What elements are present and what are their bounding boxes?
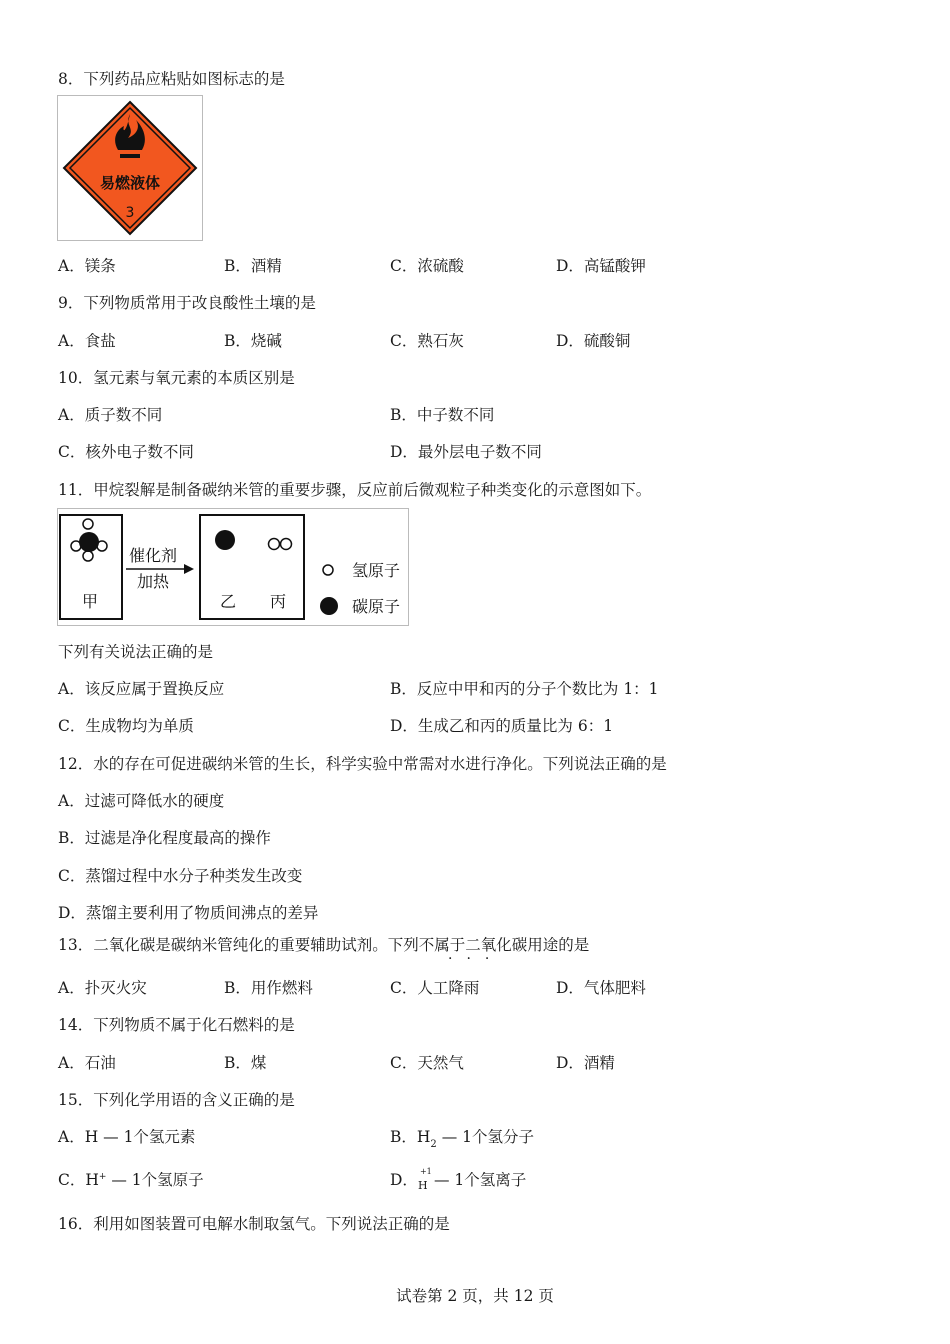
question-11-stem: 11．甲烷裂解是制备碳纳米管的重要步骤，反应前后微观粒子种类变化的示意图如下。	[58, 481, 652, 499]
sign-class: 3	[125, 205, 135, 221]
q10-option-a: A．质子数不同	[58, 406, 163, 424]
q11-option-d: D．生成乙和丙的质量比为 6：1	[390, 717, 614, 735]
q9-option-d: D．硫酸铜	[556, 332, 631, 350]
q15-b-prefix: B．H	[390, 1128, 431, 1146]
q14-option-a: A．石油	[58, 1054, 116, 1072]
question-10-stem: 10．氢元素与氧元素的本质区别是	[58, 369, 295, 387]
q15-b-subscript: 2	[430, 1139, 437, 1150]
q8-option-a: A．镁条	[58, 257, 116, 275]
methane-cracking-diagram	[57, 508, 409, 626]
carbon-atom-product	[215, 530, 235, 550]
arrow-head-icon	[184, 564, 194, 574]
arrow-heating-label: 加热	[136, 572, 170, 591]
q15-option-c	[58, 1168, 204, 1190]
sign-text: 易燃液体	[99, 174, 161, 192]
q15-option-d	[390, 1168, 526, 1190]
product-2-label: 丙	[269, 592, 287, 611]
question-13-stem: 13．二氧化碳是碳纳米管纯化的重要辅助试剂。下列不属于二氧化碳用途的是	[58, 936, 590, 954]
q8-option-c: C．浓硫酸	[390, 257, 464, 275]
hydrogen-legend-icon	[323, 565, 333, 575]
q12-option-b: B．过滤是净化程度最高的操作	[58, 829, 271, 847]
q15-b-meaning: — 1个氢分子	[436, 1128, 535, 1146]
question-9-stem: 9．下列物质常用于改良酸性土壤的是	[58, 294, 316, 312]
q15-c-superscript: +	[98, 1172, 107, 1182]
q15-a-meaning: — 1个氢元素	[98, 1128, 196, 1146]
q11-option-c: C．生成物均为单质	[58, 717, 194, 735]
question-15-stem: 15．下列化学用语的含义正确的是	[58, 1091, 295, 1109]
q14-option-d: D．酒精	[556, 1054, 615, 1072]
legend-carbon: 碳原子	[352, 597, 401, 616]
q15-c-prefix: C．H	[58, 1171, 99, 1189]
q15-d-meaning: — 1个氢离子	[433, 1171, 527, 1189]
q10-option-b: B．中子数不同	[390, 406, 495, 424]
q10-option-d: D．最外层电子数不同	[390, 443, 542, 461]
q11-option-a: A．该反应属于置换反应	[58, 680, 225, 698]
carbon-legend-icon	[320, 597, 338, 615]
q15-option-a	[58, 1125, 195, 1147]
q9-option-b: B．烧碱	[224, 332, 282, 350]
q14-option-c: C．天然气	[390, 1054, 464, 1072]
q9-option-c: C．熟石灰	[390, 332, 464, 350]
q15-d-prefix: D．	[390, 1171, 418, 1189]
q12-option-a: A．过滤可降低水的硬度	[58, 792, 225, 810]
q15-option-b	[390, 1125, 534, 1150]
page-footer: 试卷第 2 页，共 12 页	[396, 1287, 554, 1305]
product-box	[200, 515, 304, 619]
question-11-prompt: 下列有关说法正确的是	[58, 643, 214, 661]
q12-option-c: C．蒸馏过程中水分子种类发生改变	[58, 867, 303, 885]
legend-hydrogen: 氢原子	[352, 561, 401, 580]
product-1-label: 乙	[219, 592, 237, 611]
q13-option-d: D．气体肥料	[556, 979, 646, 997]
hydrogen-molecule-product	[269, 539, 292, 550]
emphasis-dots: ···	[448, 951, 504, 967]
question-16-stem: 16．利用如图装置可电解水制取氢气。下列说法正确的是	[58, 1215, 450, 1233]
question-12-stem: 12．水的存在可促进碳纳米管的生长，科学实验中常需对水进行净化。下列说法正确的是	[58, 755, 667, 773]
q8-option-d: D．高锰酸钾	[556, 257, 646, 275]
reactant-label: 甲	[81, 592, 99, 611]
flammable-liquid-sign	[57, 95, 203, 241]
arrow-catalyst-label: 催化剂	[128, 546, 178, 565]
q12-option-d: D．蒸馏主要利用了物质间沸点的差异	[58, 904, 319, 922]
question-14-stem: 14．下列物质不属于化石燃料的是	[58, 1016, 295, 1034]
q15-d-valence: +1	[419, 1167, 432, 1176]
q13-option-b: B．用作燃料	[224, 979, 313, 997]
flammable-sign-graphic	[58, 96, 202, 240]
q13-option-c: C．人工降雨	[390, 979, 480, 997]
methane-molecule	[71, 519, 107, 561]
q8-option-b: B．酒精	[224, 257, 282, 275]
q15-c-meaning: — 1个氢原子	[106, 1171, 204, 1189]
q15-d-base: H	[417, 1179, 428, 1192]
q14-option-b: B．煤	[224, 1054, 267, 1072]
q10-option-c: C．核外电子数不同	[58, 443, 194, 461]
q13-option-a: A．扑灭火灾	[58, 979, 147, 997]
q11-option-b: B．反应中甲和丙的分子个数比为 1：1	[390, 680, 659, 698]
question-8-stem: 8．下列药品应粘贴如图标志的是	[58, 70, 285, 88]
q15-a-prefix: A．H	[58, 1128, 99, 1146]
q9-option-a: A．食盐	[58, 332, 116, 350]
